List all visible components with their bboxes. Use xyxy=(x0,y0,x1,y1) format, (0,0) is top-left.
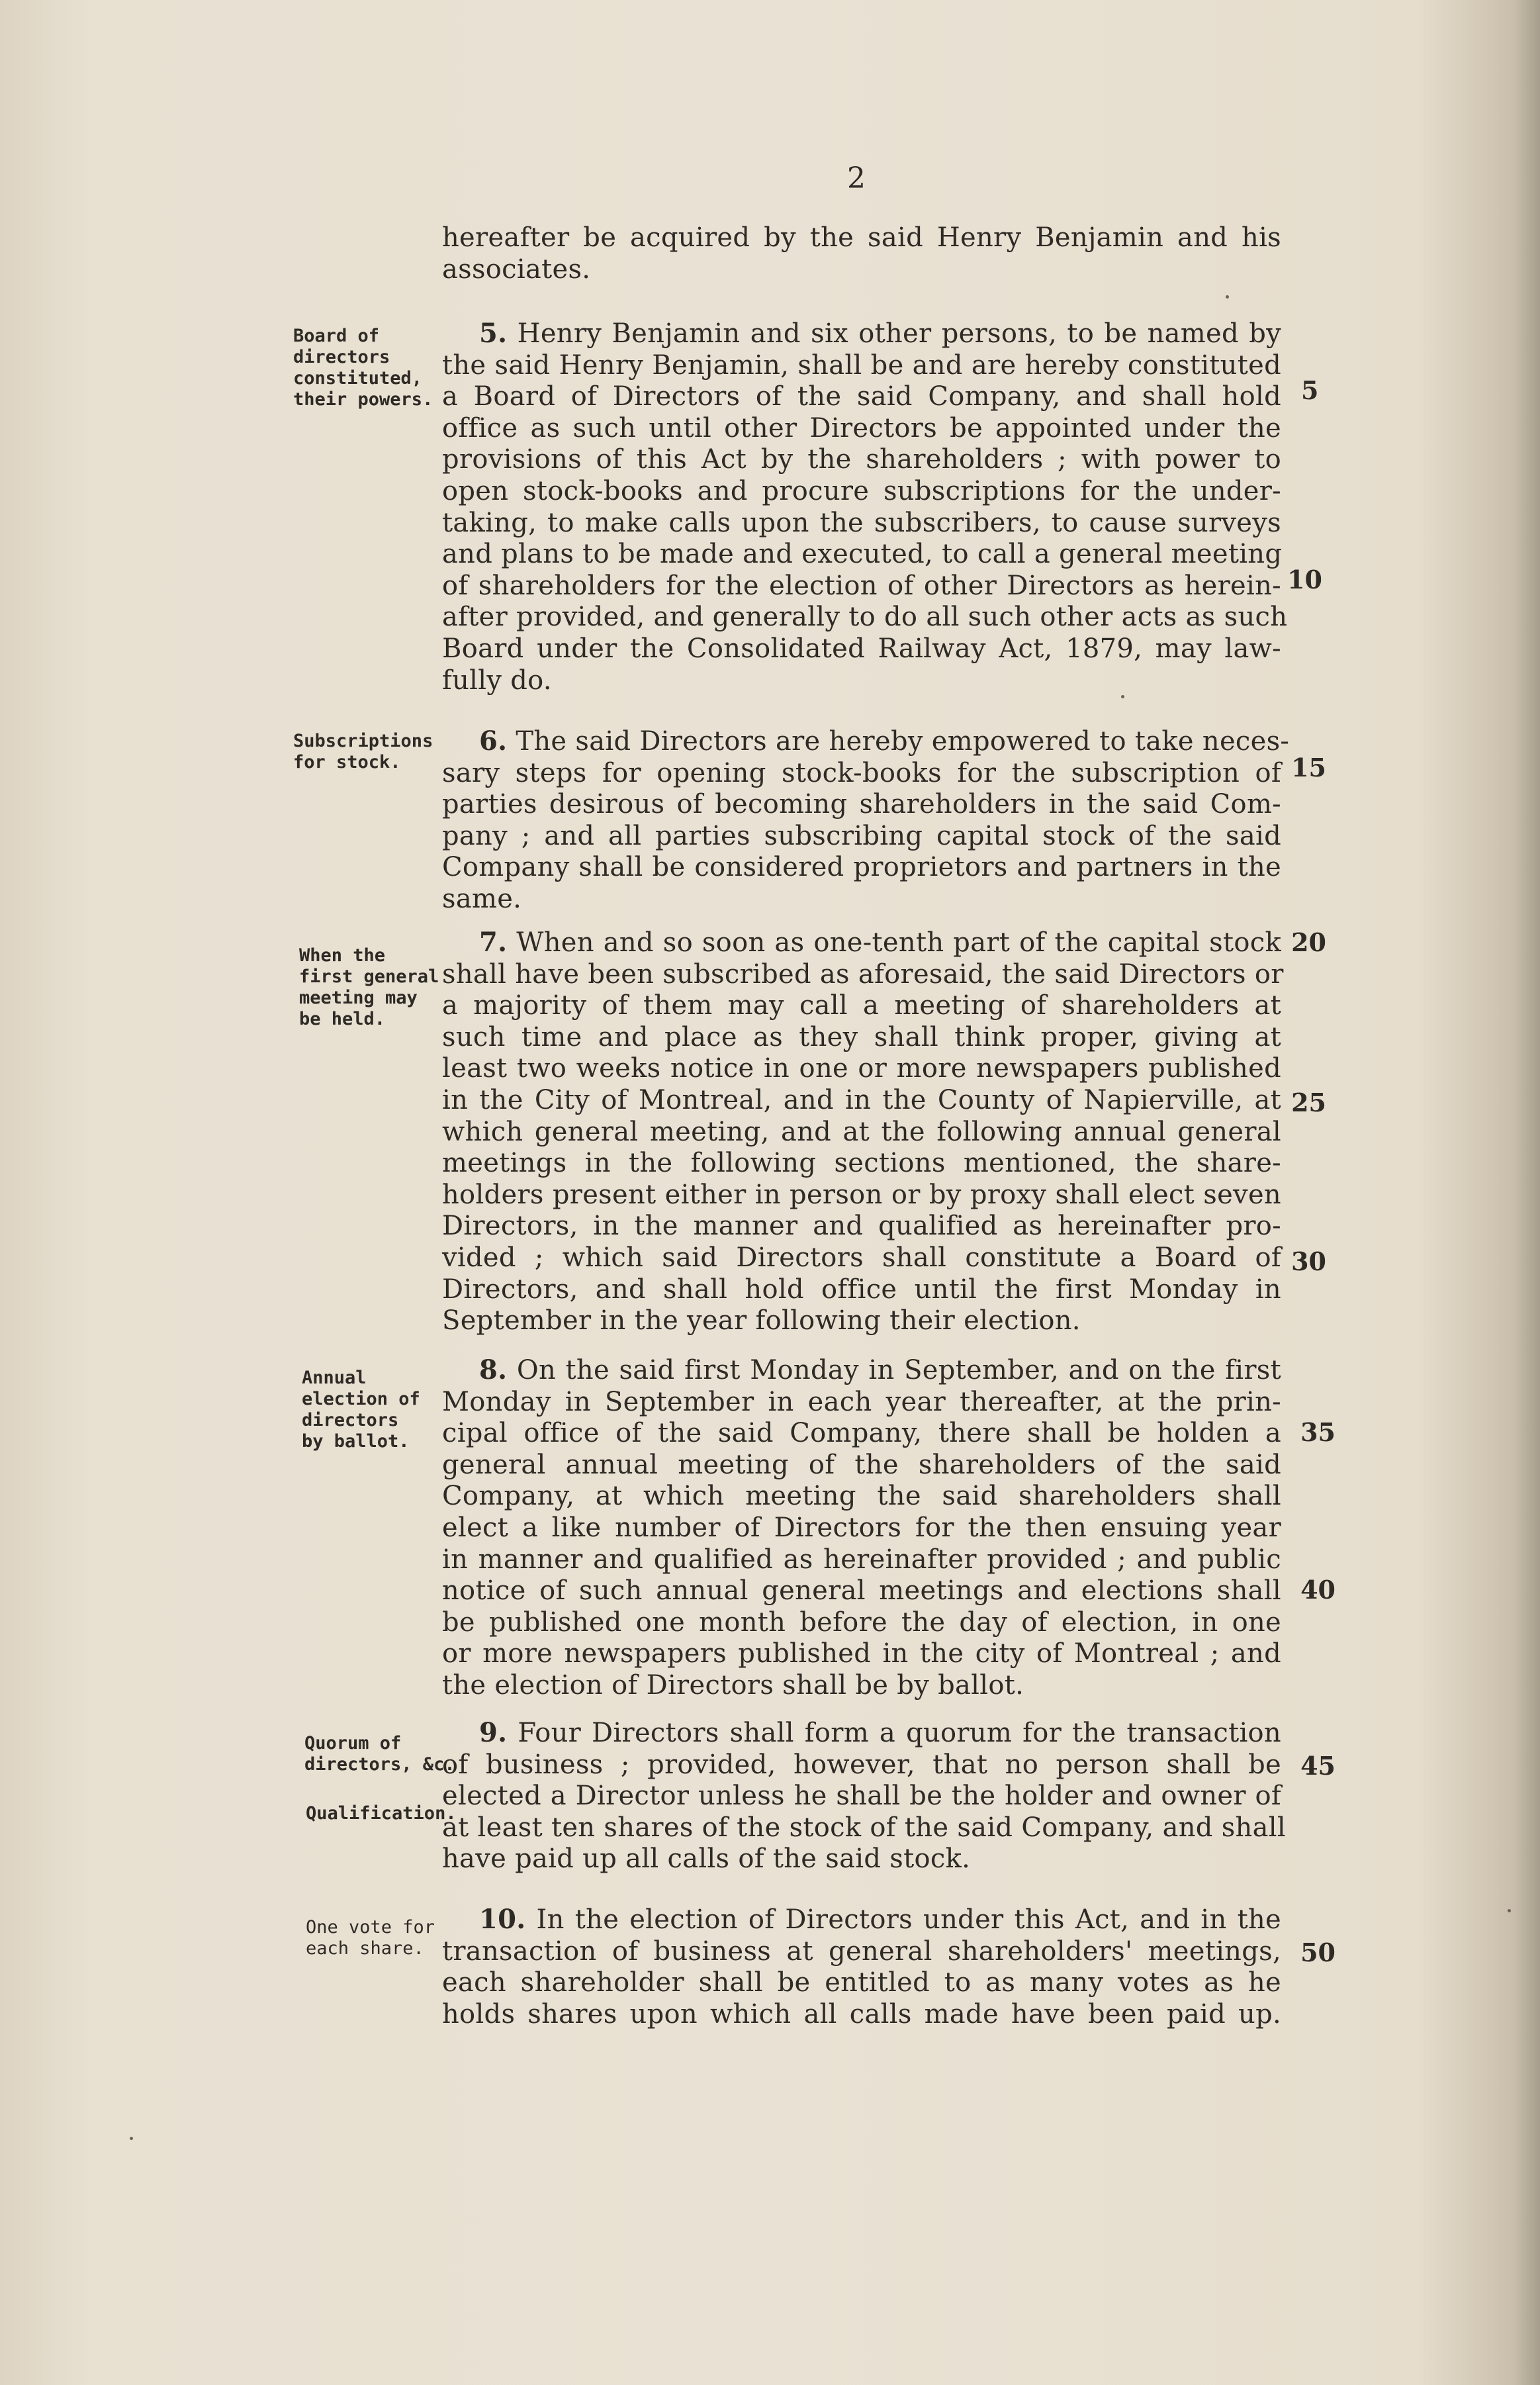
margin-note-line: their powers. xyxy=(293,389,433,410)
text-line: and plans to be made and executed, to call a general meeting xyxy=(442,539,1283,570)
text-line xyxy=(442,1904,1281,1936)
text-line-content: Henry Benjamin and six other persons, to be named by xyxy=(517,318,1282,349)
section-number: 9. xyxy=(479,1717,508,1748)
margin-note-line: first general xyxy=(299,966,439,987)
text-line-content: On the said first Monday in September, and on the first xyxy=(516,1355,1282,1385)
margin-note-line: constituted, xyxy=(293,368,423,389)
text-line: least two weeks notice in one or more newspapers published xyxy=(442,1053,1281,1084)
text-line: transaction of business at general shareholders' meetings, xyxy=(442,1936,1281,1967)
margin-note-first-meeting xyxy=(299,945,439,1030)
text-line: Directors, in the manner and qualified as hereinafter pro- xyxy=(442,1211,1281,1242)
text-line: a Board of Directors of the said Company, and shall hold xyxy=(442,381,1281,412)
text-line-content: Four Directors shall form a quorum for the transaction xyxy=(518,1718,1281,1748)
text-line: hereafter be acquired by the said Henry Benjamin and his xyxy=(442,222,1281,253)
text-line: associates. xyxy=(442,254,591,285)
line-number: 45 xyxy=(1300,1751,1336,1781)
text-line: meetings in the following sections mentioned, the share- xyxy=(442,1148,1281,1179)
margin-note-qualification xyxy=(306,1803,457,1824)
text-line: of shareholders for the election of other Directors as herein- xyxy=(442,570,1281,601)
margin-note-line: Quorum of xyxy=(304,1733,402,1754)
text-line: taking, to make calls upon the subscribers, to cause surveys xyxy=(442,507,1281,538)
margin-note-line: meeting may xyxy=(299,988,418,1008)
section-number: 8. xyxy=(479,1354,508,1385)
margin-note-line: be held. xyxy=(299,1009,386,1029)
text-line: Company shall be considered proprietors and partners in the xyxy=(442,852,1281,883)
text-line: the election of Directors shall be by ballot. xyxy=(442,1669,1024,1701)
section-6 xyxy=(442,725,1290,915)
margin-note-line: Annual xyxy=(302,1368,367,1388)
text-line: cipal office of the said Company, there shall be holden a xyxy=(442,1418,1281,1449)
line-number: 50 xyxy=(1300,1938,1336,1967)
margin-note-line: each share. xyxy=(306,1938,424,1959)
text-line: holds shares upon which all calls made have been paid up. xyxy=(442,1998,1281,2030)
section-number: 10. xyxy=(479,1904,526,1935)
page-number: 2 xyxy=(847,162,866,195)
text-line: vided ; which said Directors shall constitute a Board of xyxy=(442,1242,1281,1273)
text-line-content: In the election of Directors under this Act, and in the xyxy=(536,1904,1281,1935)
text-line: have paid up all calls of the said stock. xyxy=(442,1844,971,1875)
text-line: sary steps for opening stock-books for the subscription of xyxy=(442,757,1281,788)
text-line-content: The said Directors are hereby empowered to take neces- xyxy=(516,726,1290,757)
section-number: 5. xyxy=(479,318,508,349)
text-line: shall have been subscribed as aforesaid, the said Directors or xyxy=(442,959,1284,990)
text-line: in manner and qualified as hereinafter provided ; and public xyxy=(442,1544,1281,1575)
line-number: 10 xyxy=(1287,565,1322,594)
margin-note-line: One vote for xyxy=(306,1917,435,1938)
text-line: elect a like number of Directors for the then ensuing year xyxy=(442,1512,1281,1543)
text-line: provisions of this Act by the shareholders ; with power to xyxy=(442,444,1281,475)
text-line xyxy=(442,725,1290,758)
text-line: same. xyxy=(442,883,522,914)
margin-note-subscriptions xyxy=(293,731,433,773)
text-line: at least ten shares of the stock of the said Company, and shall xyxy=(442,1812,1286,1843)
text-line: office as such until other Directors be appointed under the xyxy=(442,412,1281,444)
text-line: open stock-books and procure subscriptions for the under- xyxy=(442,475,1281,506)
text-line xyxy=(442,1354,1281,1387)
section-7 xyxy=(442,927,1284,1337)
text-line: be published one month before the day of election, in one xyxy=(442,1607,1281,1638)
paper-speck xyxy=(1121,695,1124,698)
margin-note-quorum xyxy=(304,1733,455,1775)
section-number: 7. xyxy=(479,927,508,958)
text-line: which general meeting, and at the following annual general xyxy=(442,1116,1281,1147)
section-10 xyxy=(442,1904,1281,2030)
text-line: each shareholder shall be entitled to as many votes as he xyxy=(442,1967,1281,1998)
margin-note-board xyxy=(293,326,433,410)
section-number: 6. xyxy=(479,725,508,757)
text-line: fully do. xyxy=(442,665,552,696)
text-line-content: When and so soon as one-tenth part of the capital stock xyxy=(516,927,1282,958)
text-line: the said Henry Benjamin, shall be and are hereby constituted xyxy=(442,350,1281,381)
text-line: of business ; provided, however, that no person shall be xyxy=(442,1749,1281,1780)
page-edge-shadow xyxy=(1514,0,1540,2385)
text-line: pany ; and all parties subscribing capital stock of the said xyxy=(442,820,1281,851)
margin-note-line: election of xyxy=(302,1389,420,1409)
margin-note-line: directors xyxy=(293,347,390,367)
text-line: Board under the Consolidated Railway Act, 1879, may law- xyxy=(442,633,1281,664)
text-line: in the City of Montreal, and in the County of Napierville, at xyxy=(442,1084,1281,1115)
margin-note-annual-election xyxy=(302,1368,420,1452)
text-line xyxy=(442,1717,1281,1750)
section-8 xyxy=(442,1354,1281,1702)
text-line: such time and place as they shall think proper, giving at xyxy=(442,1021,1281,1052)
section-5 xyxy=(442,318,1288,696)
text-line: elected a Director unless he shall be the holder and owner of xyxy=(442,1781,1281,1812)
margin-note-line: Subscriptions xyxy=(293,731,433,751)
line-number: 35 xyxy=(1300,1417,1336,1447)
paper-speck xyxy=(1226,295,1229,299)
line-number: 40 xyxy=(1300,1575,1336,1605)
text-line: holders present either in person or by proxy shall elect seven xyxy=(442,1179,1281,1210)
line-number: 15 xyxy=(1291,753,1326,782)
text-line: Directors, and shall hold office until the first Monday in xyxy=(442,1274,1281,1305)
text-line: notice of such annual general meetings and elections shall xyxy=(442,1575,1281,1607)
margin-note-line: directors xyxy=(302,1410,399,1430)
margin-note-line: for stock. xyxy=(293,752,401,772)
paper-speck xyxy=(130,2137,133,2140)
text-line: general annual meeting of the shareholders of the said xyxy=(442,1449,1281,1480)
text-line: parties desirous of becoming shareholders in the said Com- xyxy=(442,789,1281,820)
paper-speck xyxy=(1508,1909,1511,1912)
paragraph-intro xyxy=(442,222,1281,285)
margin-note-line: Board of xyxy=(293,326,380,346)
margin-note-line: When the xyxy=(299,945,386,966)
section-9 xyxy=(442,1717,1286,1875)
text-line: after provided, and generally to do all such other acts as such xyxy=(442,602,1288,633)
text-line: Monday in September in each year thereafter, at the prin- xyxy=(442,1386,1281,1417)
line-number: 5 xyxy=(1301,375,1319,405)
text-line: or more newspapers published in the city of Montreal ; and xyxy=(442,1638,1281,1669)
line-number: 25 xyxy=(1291,1088,1326,1117)
text-line: Company, at which meeting the said shareholders shall xyxy=(442,1481,1281,1512)
line-number: 30 xyxy=(1291,1246,1326,1276)
text-line: September in the year following their election. xyxy=(442,1305,1081,1336)
margin-note-line: Qualification. xyxy=(306,1803,457,1824)
text-line: a majority of them may call a meeting of shareholders at xyxy=(442,990,1281,1021)
margin-note-one-vote xyxy=(306,1917,435,1959)
line-number: 20 xyxy=(1291,927,1326,957)
text-line xyxy=(442,927,1281,959)
text-line xyxy=(442,318,1281,350)
margin-note-line: directors, &c. xyxy=(304,1754,455,1775)
margin-note-line: by ballot. xyxy=(302,1431,410,1452)
